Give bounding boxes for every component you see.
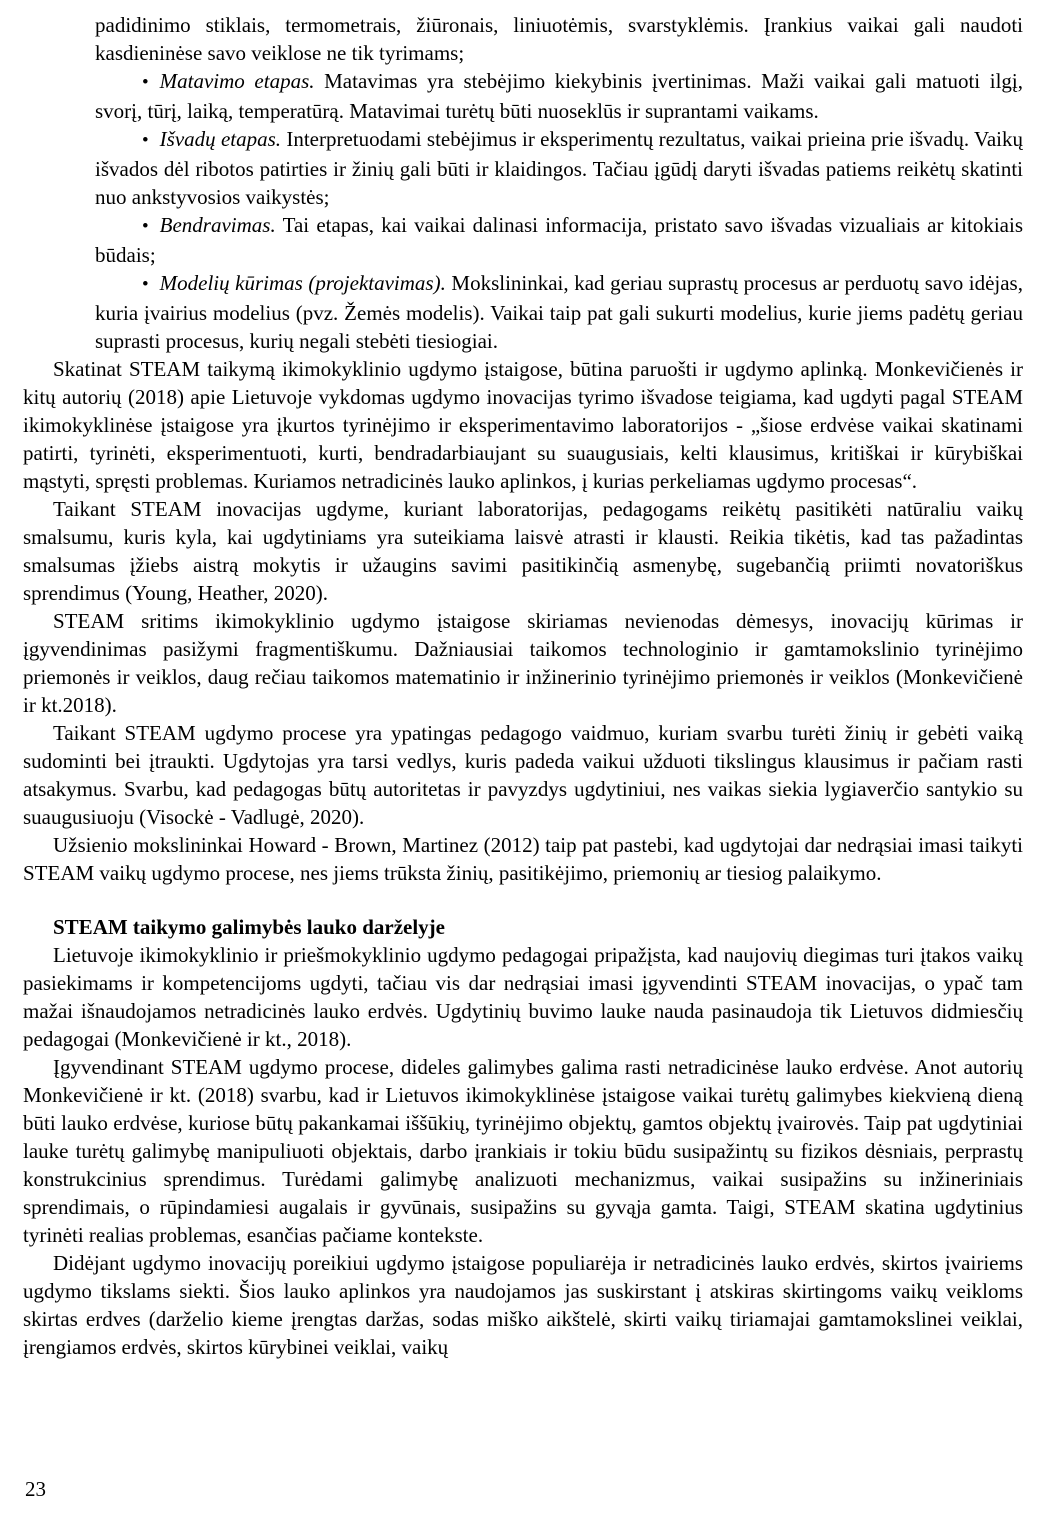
paragraph: Taikant STEAM ugdymo procese yra ypatingas pedagogo vaidmuo, kuriam svarbu turėti žinių ir gebėti vaiką sudominti bei įtraukti. Ugdytojas yra tarsi vedlys, kuris padeda vaikui užduoti tikslingus klausimus ir pačiam rasti atsakymus. Svarbu, kad pedagogas būtų autoritetas ir pavyzdys ugdytiniui, nes vaikas siekia lygiaverčio santykio su suaugusiuoju (Visockė - Vadlugė, 2020). [23,721,1023,829]
paragraph: Užsienio mokslininkai Howard - Brown, Martinez (2012) taip pat pastebi, kad ugdytojai dar nedrąsiai imasi taikyti STEAM vaikų ugdymo procese, nes jiems trūksta žinių, pasitikėjimo, priemonių ar tiesiog palaikymo. [23,833,1023,885]
list-item [95,67,1023,125]
continued-paragraph: padidinimo stiklais, termometrais, žiūronais, liniuotėmis, svarstyklėmis. Įrankius vaikai gali naudoti kasdieninėse savo veiklose ne tik tyrimams; [95,13,1023,65]
bullet-term: Išvadų etapas. [159,127,282,151]
paragraph: Taikant STEAM inovacijas ugdyme, kuriant laboratorijas, pedagogams reikėtų pasitikėti natūraliu vaikų smalsumu, kuris kyla, kai ugdytiniams yra suteikiama laisvė atrasti ir klausti. Reikia tikėtis, kad tas pažadintas smalsumas įžiebs aistrą mokytis ir užaugins savimi pasitikinčią asmenybę, sugebančią priimti novatoriškus sprendimus (Young, Heather, 2020). [23,497,1023,605]
list-item [95,211,1023,269]
bullet-term: Modelių kūrimas (projektavimas). [159,271,446,295]
list-item [95,269,1023,355]
bullet-text: Tai etapas, kai vaikai dalinasi informacija, pristato savo išvadas vizualiais ar kitokiais būdais; [95,213,1023,267]
bullet-text: Mokslininkai, kad geriau suprastų procesus ar perduotų savo idėjas, kuria įvairius modelius (pvz. Žemės modelis). Vaikai taip pat gali sukurti modelius, kurie jiems padėtų geriau suprasti procesus, kurių negali stebėti tiesiogiai. [95,271,1023,353]
section-heading: STEAM taikymo galimybės lauko darželyje [53,915,445,939]
bullet-marker-icon: • [142,216,149,237]
page-number: 23 [25,1477,46,1501]
page-content [23,11,1023,1361]
bullet-marker-icon: • [142,274,149,295]
bullet-text: Matavimas yra stebėjimo kiekybinis įvertinimas. Maži vaikai gali matuoti ilgį, svorį, tūrį, laiką, temperatūrą. Matavimai turėtų būti nuoseklūs ir suprantami vaikams. [95,69,1023,123]
bullet-marker-icon: • [142,72,149,93]
list-item [95,125,1023,211]
bullet-term: Matavimo etapas. [159,69,315,93]
bullet-text: Interpretuodami stebėjimus ir eksperimentų rezultatus, vaikai prieina prie išvadų. Vaikų išvados dėl ribotos patirties ir žinių gali būti ir klaidingos. Tačiau įgūdį daryti išvadas patiems reikėtų skatinti nuo ankstyvosios vaikystės; [95,127,1023,209]
paragraph: Įgyvendinant STEAM ugdymo procese, dideles galimybes galima rasti netradicinėse lauko erdvėse. Anot autorių Monkevičienė ir kt. (2018) svarbu, kad ir Lietuvos ikimokyklinėse įstaigose vaikai turėtų galimybes kiekvieną dieną būti lauko erdvėse, kuriose būtų pakankamai iššūkių, tyrinėjimo objektų, gamtos objektų įvairovės. Taip pat ugdytiniai lauke turėtų galimybę manipuliuoti objektais, darbo įrankiais ir tokiu būdu susipažintų su fizikos dėsniais, perprastų konstrukcinius sprendimus. Turėdami galimybę analizuoti mechanizmus, vaikai susipažins su inžineriniais sprendimais, o rūpindamiesi augalais ir gyvūnais, susipažins su gyvąja gamta. Taigi, STEAM skatina ugdytinius tyrinėti realias problemas, esančias pačiame kontekste. [23,1055,1023,1247]
paragraph: Skatinat STEAM taikymą ikimokyklinio ugdymo įstaigose, būtina paruošti ir ugdymo aplinką. Monkevičienės ir kitų autorių (2018) apie Lietuvoje vykdomas ugdymo inovacijas tyrimo išvadose teigiama, kad ugdyti pagal STEAM ikimokyklinėse įstaigose yra įkurtos tyrinėjimo ir eksperimentavimo laboratorijos - „šiose erdvėse vaikai skatinami patirti, tyrinėti, eksperimentuoti, kurti, bendradarbiaujant su suaugusiais, kelti klausimus, kritiškai ir kūrybiškai mąstyti, spręsti problemas. Kuriamos netradicinės lauko aplinkos, į kurias perkeliamas ugdymo procesas“. [23,357,1023,493]
paragraph: STEAM sritims ikimokyklinio ugdymo įstaigose skiriamas nevienodas dėmesys, inovacijų kūrimas ir įgyvendinimas pasižymi fragmentiškumu. Dažniausiai taikomos technologinio ir gamtamokslinio tyrinėjimo priemonės ir veiklos, daug rečiau taikomos matematinio ir inžinerinio tyrinėjimo priemonės ir veiklos (Monkevičienė ir kt.2018). [23,609,1023,717]
paragraph: Didėjant ugdymo inovacijų poreikiui ugdymo įstaigose populiarėja ir netradicinės lauko erdvės, skirtos įvairiems ugdymo tikslams siekti. Šios lauko aplinkos yra naudojamos jas suskirstant į atskiras skirtingoms vaikų veikloms skirtas erdves (darželio kieme įrengtas daržas, sodas miško aikštelė, skirti vaikų tiriamajai gamtamokslinei veiklai, įrengiamos erdvės, skirtos kūrybinei veiklai, vaikų [23,1251,1023,1359]
bullet-marker-icon: • [142,130,149,151]
bullet-term: Bendravimas. [159,213,276,237]
bullet-list-block [95,11,1023,355]
paragraph: Lietuvoje ikimokyklinio ir priešmokyklinio ugdymo pedagogai pripažįsta, kad naujovių diegimas turi įtakos vaikų pasiekimams ir kompetencijoms ugdyti, tačiau vis dar nedrąsiai imasi įgyvendinti STEAM inovacijas, o ypač tam mažai išnaudojamos netradicinės lauko erdvės. Ugdytinių buvimo lauke nauda pasinaudoja tik Lietuvos didmiesčių pedagogai (Monkevičienė ir kt., 2018). [23,943,1023,1051]
